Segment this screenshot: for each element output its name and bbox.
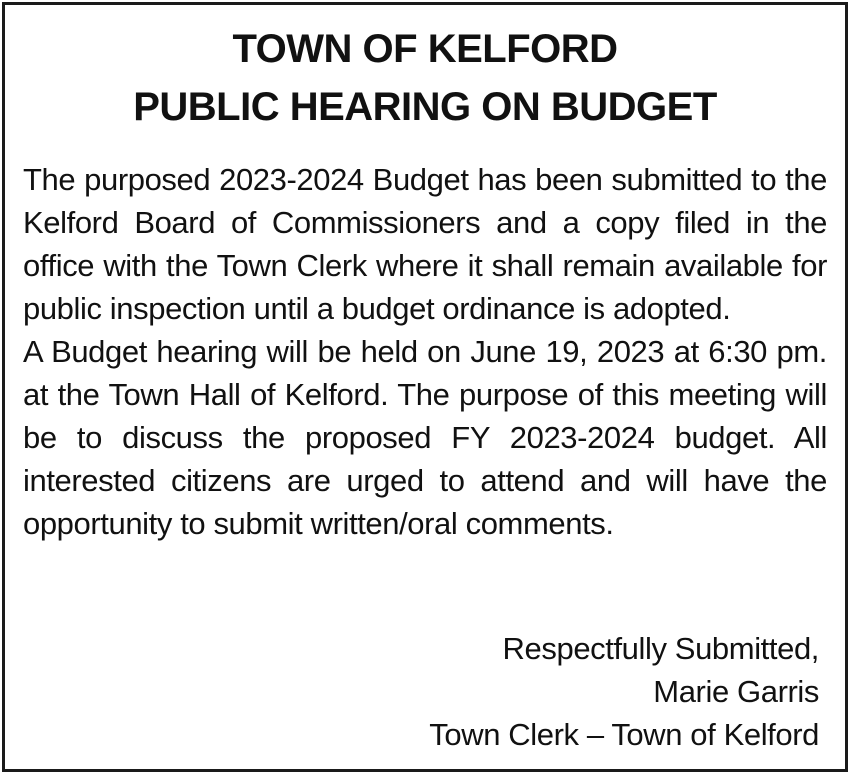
closing-text: Respectfully Submitted, — [502, 631, 819, 666]
hearing-details-paragraph: A Budget hearing will be held on June 19, 2023 at 6:30 pm. at the Town Hall of Kelford. The purpose of this meeting will be to discuss the proposed FY 2023-2024 budget. All interested citizens are urged to attend and will have the opportunity to submit written/oral comments. — [23, 334, 827, 541]
signer-name: Marie Garris — [653, 674, 819, 709]
public-notice — [2, 2, 848, 772]
notice-body — [23, 158, 827, 545]
budget-submission-paragraph: The purposed 2023-2024 Budget has been submitted to the Kelford Board of Commissioners and a copy filed in the office with the Town Clerk where it shall remain available for public inspection until a budget ordinance is adopted. — [23, 162, 827, 326]
notice-title-line-2: PUBLIC HEARING ON BUDGET — [133, 85, 717, 129]
signer-title: Town Clerk – Town of Kelford — [429, 717, 819, 752]
signature-block — [429, 627, 819, 756]
notice-title-line-1: TOWN OF KELFORD — [232, 27, 618, 71]
